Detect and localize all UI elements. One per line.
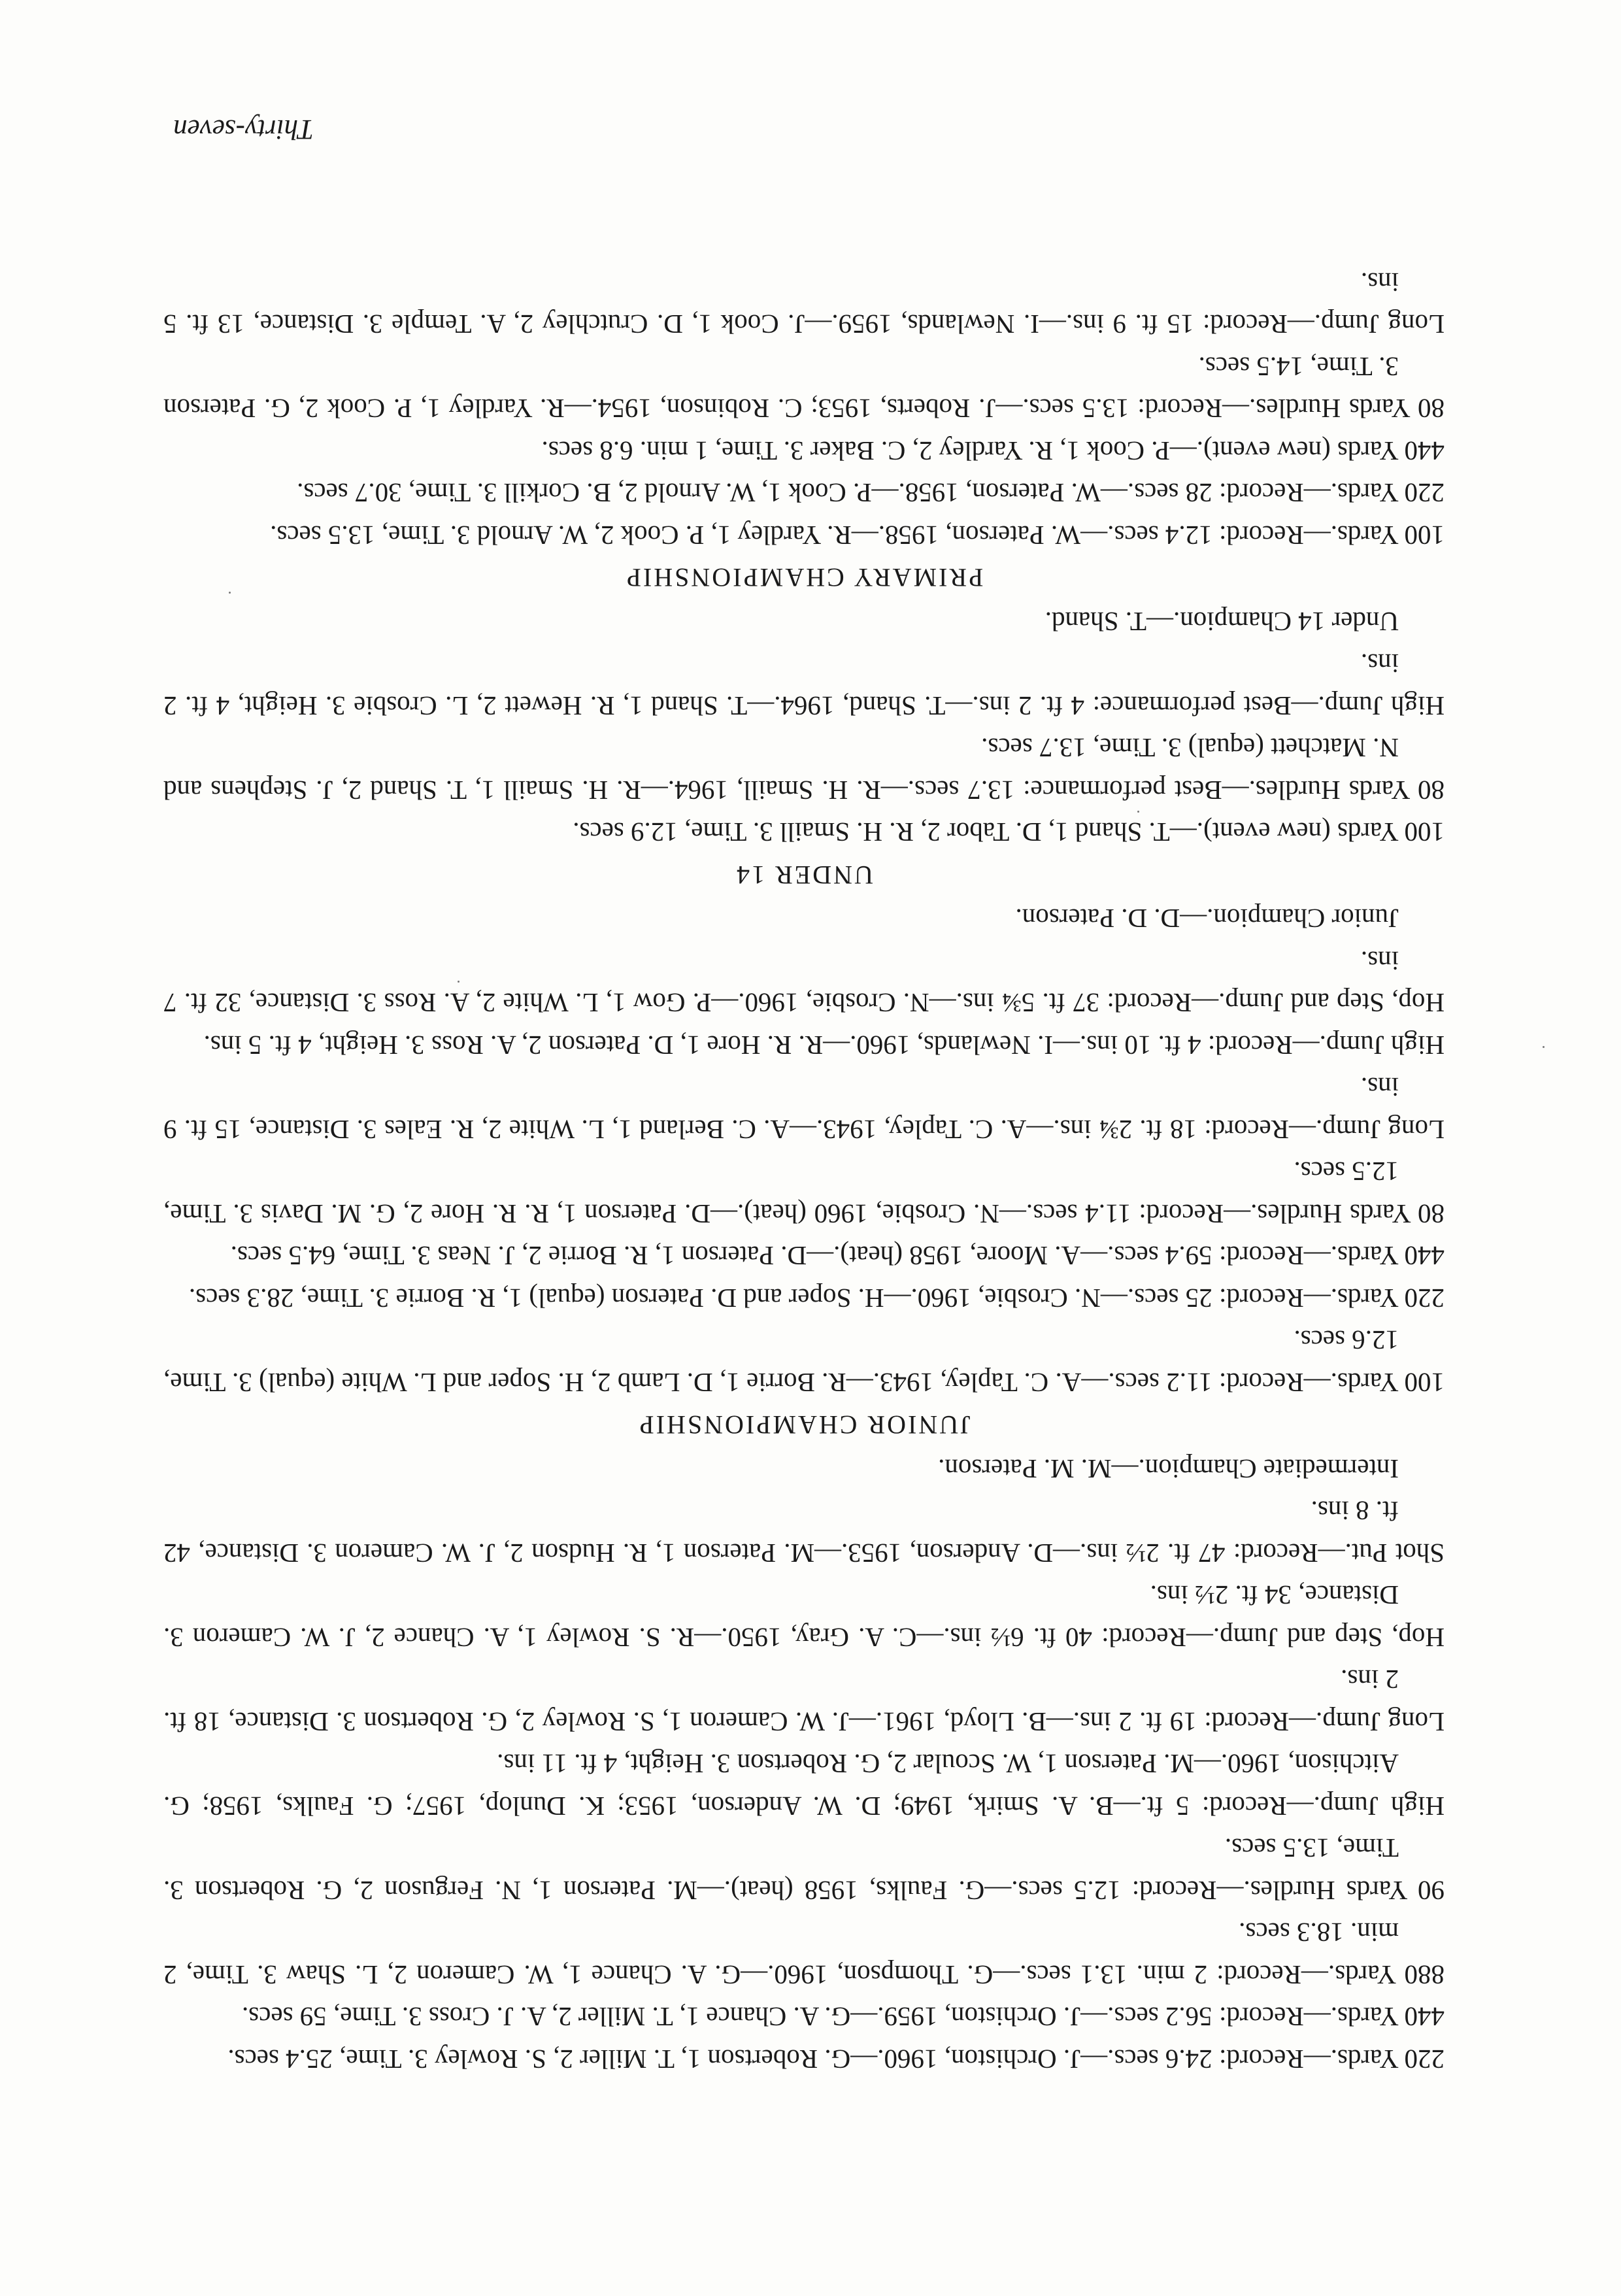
event-result: 220 Yards.—Record: 24.6 secs.—J. Orchiston, 1960.—G. Robertson 1, T. Miller 2, S. Rowley 3. Time, 25.4 secs. xyxy=(227,2044,1445,2074)
section-heading: UNDER 14 xyxy=(735,860,873,890)
event-result: 90 Yards Hurdles.—Record: 12.5 secs.—G. Faulks, 1958 (heat).—M. Paterson 1, N. Ferguson 2, G. Robertson 3. Time, 13.5 secs. xyxy=(163,1833,1445,1906)
event-result: 440 Yards.—Record: 59.4 secs.—A. Moore, 1958 (heat).—D. Paterson 1, R. Borrie 2, J. Neas 3. Time, 64.5 secs. xyxy=(230,1241,1445,1272)
section-heading: PRIMARY CHAMPIONSHIP xyxy=(624,563,984,593)
event-result: High Jump.—Record: 4 ft. 10 ins.—I. Newlands, 1960.—R. R. Hore 1, D. Paterson 2, A. Ross 3. Height, 4 ft. 5 ins. xyxy=(203,1030,1445,1060)
event-result: 880 Yards.—Record: 2 min. 13.1 secs.—G. Thompson, 1960.—G. A. Chance 1, W. Cameron 2, L. Shaw 3. Time, 2 min. 18.3 secs. xyxy=(163,1917,1445,1990)
event-result: High Jump.—Best performance: 4 ft. 2 ins.—T. Shand, 1964.—T. Shand 1, R. Hewett 2, L. Crosbie 3. Height, 4 ft. 2 ins. xyxy=(163,649,1445,721)
scan-speck xyxy=(229,592,231,594)
event-result: 80 Yards Hurdles.—Record: 13.5 secs.—J. Roberts, 1953; C. Robinson, 1954.—R. Yardley 1, P. Cook 2, G. Paterson 3. Time, 14.5 secs. xyxy=(163,352,1445,424)
page-number: Thirty-seven xyxy=(173,114,314,144)
event-result: 440 Yards.—Record: 56.2 secs.—J. Orchiston, 1959.—G. A. Chance 1, T. Miller 2, A. J. Cross 3. Time, 59 secs. xyxy=(241,2002,1445,2033)
event-result: 80 Yards Hurdles.—Record: 11.4 secs.—N. Crosbie, 1960 (heat).—D. Paterson 1, R. R. Hore 2, G. M. Davis 3. Time, 12.5 secs. xyxy=(163,1156,1445,1229)
event-result: Long Jump.—Record: 18 ft. 2¾ ins.—A. C. Tapley, 1943.—A. C. Berland 1, L. White 2, R. Eales 3. Distance, 15 ft. 9 ins. xyxy=(163,1072,1445,1145)
event-result: Shot Put.—Record: 47 ft. 2½ ins.—D. Anderson, 1953.—M. Paterson 1, R. Hudson 2, J. W. Cameron 3. Distance, 42 ft. 8 ins. xyxy=(163,1496,1445,1568)
event-result: Long Jump.—Record: 15 ft. 9 ins.—I. Newlands, 1959.—J. Cook 1, D. Crutchley 2, A. Temple 3. Distance, 13 ft. 5 ins. xyxy=(163,267,1445,340)
section-heading: JUNIOR CHAMPIONSHIP xyxy=(637,1410,971,1440)
results-text xyxy=(163,262,1445,2081)
event-result: 80 Yards Hurdles.—Best performance: 13.7 secs.—R. H. Smaill, 1964.—R. H. Smaill 1, T. Shand 2, J. Stephens and N. Matchett (equal) 3. Time, 13.7 secs. xyxy=(163,733,1445,805)
event-result: Long Jump.—Record: 19 ft. 2 ins.—B. Lloyd, 1961.—J. W. Cameron 1, S. Rowley 2, G. Robertson 3. Distance, 18 ft. 2 ins. xyxy=(163,1664,1445,1737)
scan-speck xyxy=(1543,1046,1545,1048)
event-result: 220 Yards.—Record: 28 secs.—W. Paterson, 1958.—P. Cook 1, W. Arnold 2, B. Corkill 3. Time, 30.7 secs. xyxy=(297,478,1445,509)
event-result: High Jump.—Record: 5 ft.—B. A. Smirk, 1949; D. W. Anderson, 1953; K. Dunlop, 1957; G. Faulks, 1958; G. Aitchison, 1960.—M. Paterson 1, W. Scoular 2, G. Robertson 3. Height, 4 ft. 11 ins. xyxy=(163,1749,1445,1821)
event-result: 440 Yards (new event).—P. Cook 1, R. Yardley 2, C. Baker 3. Time, 1 min. 6.8 secs. xyxy=(541,436,1445,466)
event-result: 100 Yards.—Record: 11.2 secs.—A. C. Tapley, 1943.—R. Borrie 1, D. Lamb 2, H. Soper and L. White (equal) 3. Time, 12.6 secs. xyxy=(163,1325,1445,1398)
event-result: 100 Yards (new event).—T. Shand 1, D. Tabor 2, R. H. Smaill 3. Time, 12.9 secs. xyxy=(573,817,1445,848)
event-result: 100 Yards.—Record: 12.4 secs.—W. Paterson, 1958.—R. Yardley 1, P. Cook 2, W. Arnold 3. Time, 13.5 secs. xyxy=(270,520,1445,550)
scan-speck xyxy=(458,981,460,983)
event-result: 220 Yards.—Record: 25 secs.—N. Crosbie, 1960.—H. Soper and D. Paterson (equal) 1, R. Borrie 3. Time, 28.3 secs. xyxy=(188,1283,1445,1313)
champion-line: Junior Champion.—D. D. Paterson. xyxy=(1015,903,1399,934)
champion-line: Intermediate Champion.—M. M. Paterson. xyxy=(938,1454,1399,1484)
event-result: Hop, Step and Jump.—Record: 40 ft. 6½ ins.—C. A. Gray, 1950.—R. S. Rowley 1, A. Chance 2, J. W. Cameron 3. Distance, 34 ft. 2½ ins. xyxy=(163,1580,1445,1653)
champion-line: Under 14 Champion.—T. Shand. xyxy=(1044,607,1399,637)
scan-speck xyxy=(1137,811,1139,813)
event-result: Hop, Step and Jump.—Record: 37 ft. 5¾ ins.—N. Crosbie, 1960.—P. Gow 1, L. White 2, A. Ross 3. Distance, 32 ft. 7 ins. xyxy=(163,946,1445,1019)
